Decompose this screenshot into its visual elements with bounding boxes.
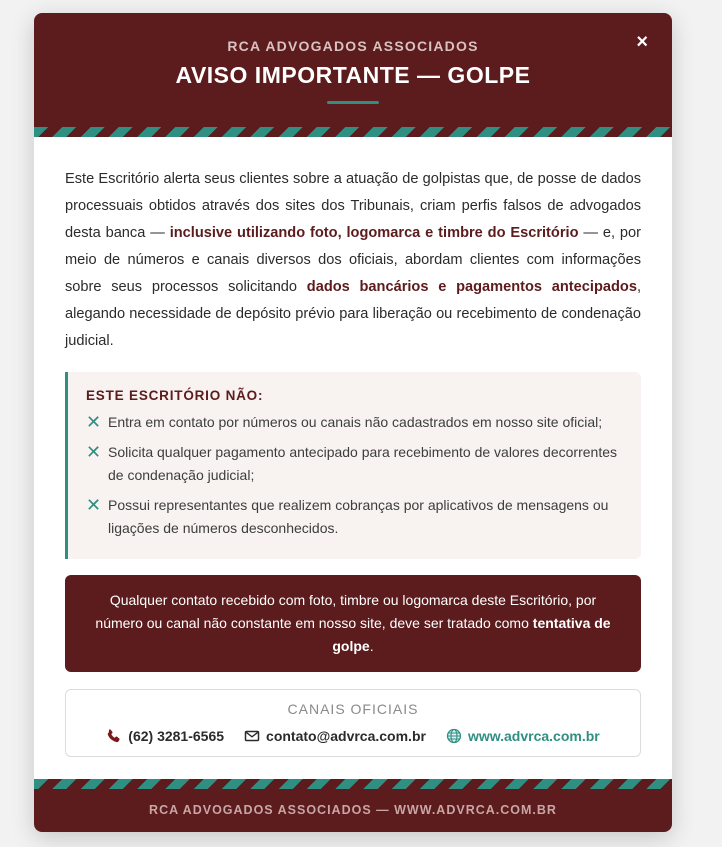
does-not-box bbox=[65, 372, 641, 559]
phone-text: (62) 3281-6565 bbox=[128, 728, 225, 744]
channels-title: CANAIS OFICIAIS bbox=[287, 701, 419, 717]
does-not-title: ESTE ESCRITÓRIO NÃO: bbox=[86, 388, 264, 403]
website-link[interactable] bbox=[446, 728, 600, 744]
intro-text-3: , alegando necessidade de depósito prévio para liberação ou recebimento de condenação judicial. bbox=[65, 279, 641, 349]
intro-paragraph bbox=[65, 166, 641, 355]
firm-name: RCA ADVOGADOS ASSOCIADOS bbox=[227, 38, 479, 54]
x-icon: ✕ bbox=[86, 412, 102, 432]
list-item bbox=[86, 494, 619, 540]
header-stripe bbox=[34, 127, 672, 137]
mail-icon bbox=[244, 728, 260, 744]
alert-end: . bbox=[369, 638, 374, 654]
alert-bold: tentativa de golpe bbox=[332, 615, 611, 654]
scam-alert bbox=[65, 575, 641, 672]
intro-bold-2: dados bancários e pagamentos antecipados bbox=[306, 279, 637, 295]
website-text: www.advrca.com.br bbox=[467, 728, 600, 744]
channels-row bbox=[66, 728, 640, 744]
footer-stripe bbox=[34, 779, 672, 789]
list-item-text: Solicita qualquer pagamento antecipado para recebimento de valores decorrentes de condenação judicial; bbox=[108, 444, 617, 483]
intro-text-1: Este Escritório alerta seus clientes sobre a atuação de golpistas que, de posse de dados processuais obtidos através dos sites dos Tribunais, criam perfis falsos de advogados desta banca — bbox=[65, 171, 641, 241]
phone-link[interactable] bbox=[106, 728, 224, 744]
list-item-text: Possui representantes que realizem cobranças por aplicativos de mensagens ou ligações de números desconhecidos. bbox=[108, 497, 609, 536]
list-item bbox=[86, 441, 619, 487]
email-text: contato@advrca.com.br bbox=[266, 728, 426, 744]
official-channels bbox=[65, 689, 641, 757]
x-icon: ✕ bbox=[86, 495, 102, 515]
x-icon: ✕ bbox=[86, 442, 102, 462]
footer-text: RCA ADVOGADOS ASSOCIADOS — WWW.ADVRCA.COM.BR bbox=[34, 789, 672, 832]
close-button[interactable]: × bbox=[636, 31, 648, 53]
list-item bbox=[86, 411, 619, 434]
globe-icon bbox=[446, 728, 462, 744]
intro-text-2: — e, por meio de números e canais diversos dos oficiais, abordam clientes com informações sobre seus processos solicitando bbox=[65, 225, 641, 295]
warning-modal bbox=[34, 13, 672, 832]
phone-icon bbox=[106, 728, 122, 744]
alert-text: Qualquer contato recebido com foto, timbre ou logomarca deste Escritório, por número ou canal não constante em nosso site, deve ser tratado como bbox=[95, 592, 597, 631]
modal-header bbox=[34, 13, 672, 127]
intro-bold-1: inclusive utilizando foto, logomarca e timbre do Escritório bbox=[169, 225, 579, 241]
modal-footer bbox=[34, 779, 672, 832]
modal-body bbox=[34, 166, 672, 757]
title-divider bbox=[327, 101, 379, 104]
list-item-text: Entra em contato por números ou canais não cadastrados em nosso site oficial; bbox=[108, 414, 603, 430]
email-link[interactable] bbox=[244, 728, 426, 744]
modal-title: AVISO IMPORTANTE — GOLPE bbox=[175, 62, 531, 88]
